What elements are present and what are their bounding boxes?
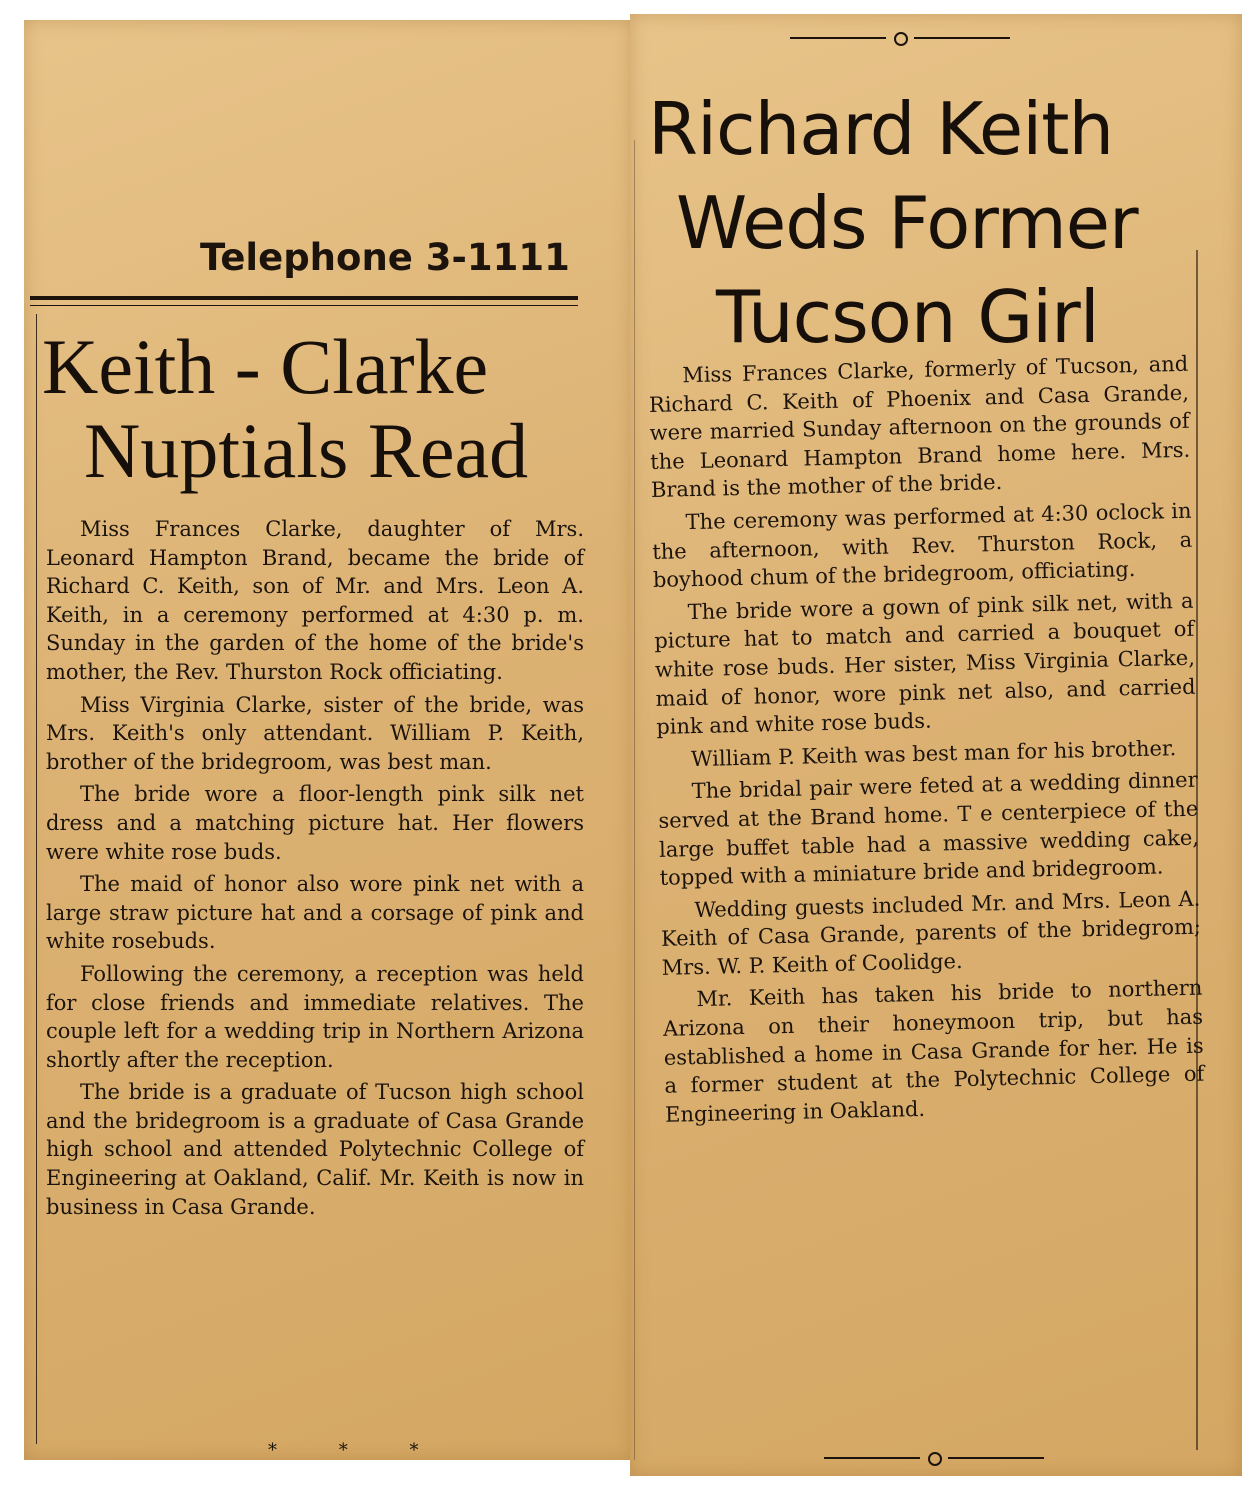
ornament-rule-bottom [824, 1452, 1044, 1464]
telephone-header: Telephone 3-1111 [200, 236, 570, 279]
headline-left [40, 325, 600, 493]
clipping-divider [634, 140, 635, 1460]
article-paragraph: The ceremony was performed at 4:30 oclock in the afternoon, with Rev. Thurston Rock, a boyhood chum of the bridegroom, officiating. [652, 498, 1193, 593]
header-rule [30, 296, 578, 300]
article-paragraph: Wedding guests included Mr. and Mrs. Leon A. Keith of Casa Grande, parents of the bridegrom; Mrs. W. P. Keith of Coolidge. [660, 886, 1202, 980]
article-left-body [46, 515, 584, 1225]
article-paragraph: Miss Virginia Clarke, sister of the bride, was Mrs. Keith's only attendant. William P. Keith, brother of the bridegroom, was best man. [46, 692, 584, 774]
headline-left-line2: Nuptials Read [84, 407, 529, 494]
article-right-body [648, 350, 1205, 1133]
headline-right [648, 82, 1196, 364]
article-paragraph: Miss Frances Clarke, formerly of Tucson, and Richard C. Keith of Phoenix and Casa Grande, were married Sunday afternoon on the grounds of the Leonard Hampton Brand home here. Mrs. Brand is the mother of the bride. [648, 351, 1191, 503]
article-paragraph: The bride wore a gown of pink silk net, with a picture hat to match and carried a bouquet of white rose buds. Her sister, Miss Virginia Clarke, maid of honor, wore pink net also, and carried pink and white rose buds. [654, 588, 1196, 740]
article-paragraph: The bride is a graduate of Tucson high school and the bridegroom is a graduate of Casa Grande high school and attended Polytechnic College of Engineering at Oakland, Calif. Mr. Keith is now in business in Casa Grande. [46, 1080, 584, 1219]
article-paragraph: Miss Frances Clarke, daughter of Mrs. Leonard Hampton Brand, became the bride of Richard C. Keith, son of Mr. and Mrs. Leon A. Keith, in a ceremony performed at 4:30 p. m. Sunday in the garden of the home of the bride's mother, the Rev. Thurston Rock officiating. [46, 517, 584, 684]
article-paragraph: Mr. Keith has taken his bride to northern Arizona on their honeymoon trip, but has established a home in Casa Grande for her. He is a former student at the Polytechnic College of Engineering in Oakland. [662, 976, 1205, 1127]
article-paragraph: William P. Keith was best man for his brother. [690, 735, 1177, 771]
ornament-rule-top [790, 32, 1010, 44]
headline-left-line1: Keith - Clarke [42, 323, 489, 410]
column-border [36, 314, 37, 1444]
article-paragraph: The bridal pair were feted at a wedding dinner served at the Brand home. T e centerpiece of the large buffet table had a massive wedding cake, topped with a miniature bride and bridegroom. [658, 767, 1200, 890]
end-mark: * * * [268, 1440, 447, 1461]
headline-right-line1: Richard Keith [648, 87, 1114, 171]
headline-right-line2: Weds Former [676, 181, 1138, 265]
headline-right-line3: Tucson Girl [716, 275, 1099, 359]
article-paragraph: The maid of honor also wore pink net with a large straw picture hat and a corsage of pink and white rosebuds. [46, 872, 584, 954]
article-paragraph: Following the ceremony, a reception was held for close friends and immediate relatives. The couple left for a wedding trip in Northern Arizona shortly after the reception. [46, 961, 584, 1072]
header-rule-thin [30, 305, 578, 306]
article-paragraph: The bride wore a floor-length pink silk net dress and a matching picture hat. Her flowers were white rose buds. [46, 782, 584, 864]
